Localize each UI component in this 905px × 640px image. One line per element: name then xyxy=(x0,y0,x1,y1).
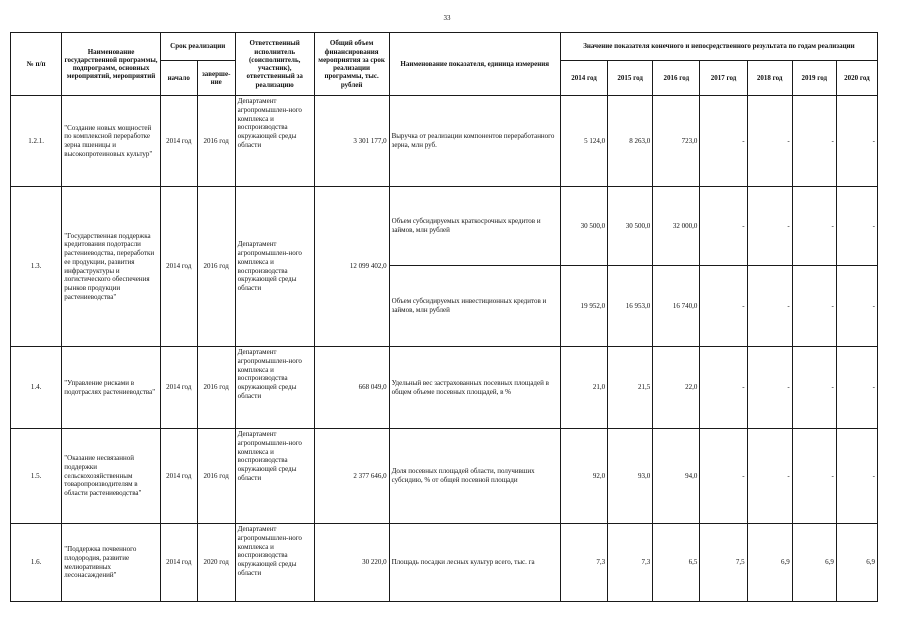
header-year: 2018 год xyxy=(747,61,792,96)
table-row xyxy=(11,429,878,524)
value-2017: - xyxy=(700,96,747,187)
value-2019: - xyxy=(792,187,836,266)
value-2020: - xyxy=(836,187,877,266)
value-2014: 21,0 xyxy=(560,347,607,429)
value-2018: - xyxy=(747,187,792,266)
row-number: 1.2.1. xyxy=(11,96,62,187)
header-year: 2019 год xyxy=(792,61,836,96)
value-2014: 19 952,0 xyxy=(560,266,607,347)
value-2015: 30 500,0 xyxy=(608,187,653,266)
header-values-group: Значение показателя конечного и непосредственного результата по годам реализации xyxy=(560,33,877,61)
value-2015: 8 263,0 xyxy=(608,96,653,187)
table-row xyxy=(11,187,878,266)
value-2016: 22,0 xyxy=(653,347,700,429)
value-2016: 32 000,0 xyxy=(653,187,700,266)
header-start: начало xyxy=(160,61,197,96)
indicator-name: Объем субсидируемых инвестиционных кредитов и займов, млн рублей xyxy=(389,266,560,347)
value-2020: - xyxy=(836,429,877,524)
start-year: 2014 год xyxy=(160,96,197,187)
value-2017: - xyxy=(700,187,747,266)
value-2014: 92,0 xyxy=(560,429,607,524)
value-2017: - xyxy=(700,429,747,524)
end-year: 2016 год xyxy=(197,96,235,187)
activity-name: "Поддержка почвенного плодородия, развитие мелиоративных лесонасаждений" xyxy=(62,524,160,602)
responsible-executor: Департамент агропромышлен-ного комплекса и воспроизводства окружающей среды области xyxy=(235,96,314,187)
header-year: 2015 год xyxy=(608,61,653,96)
indicator-name: Доля посевных площадей области, получивших субсидию, % от общей посевной площади xyxy=(389,429,560,524)
header-period: Срок реализации xyxy=(160,33,235,61)
value-2014: 7,3 xyxy=(560,524,607,602)
program-table xyxy=(10,32,878,602)
header-end: заверше-ние xyxy=(197,61,235,96)
value-2017: - xyxy=(700,347,747,429)
indicator-name: Удельный вес застрахованных посевных площадей в общем объеме посевных площадей, в % xyxy=(389,347,560,429)
responsible-executor: Департамент агропромышлен-ного комплекса и воспроизводства окружающей среды области xyxy=(235,187,314,347)
value-2018: - xyxy=(747,266,792,347)
responsible-executor: Департамент агропромышлен-ного комплекса и воспроизводства окружающей среды области xyxy=(235,347,314,429)
value-2020: - xyxy=(836,266,877,347)
start-year: 2014 год xyxy=(160,429,197,524)
table-row xyxy=(11,524,878,602)
value-2015: 21,5 xyxy=(608,347,653,429)
header-year: 2017 год xyxy=(700,61,747,96)
value-2019: - xyxy=(792,266,836,347)
value-2018: - xyxy=(747,429,792,524)
financing-amount: 3 301 177,0 xyxy=(314,96,389,187)
start-year: 2014 год xyxy=(160,524,197,602)
value-2014: 30 500,0 xyxy=(560,187,607,266)
value-2020: 6,9 xyxy=(836,524,877,602)
row-number: 1.4. xyxy=(11,347,62,429)
value-2020: - xyxy=(836,347,877,429)
value-2015: 7,3 xyxy=(608,524,653,602)
value-2017: 7,5 xyxy=(700,524,747,602)
start-year: 2014 год xyxy=(160,187,197,347)
page-number: 33 xyxy=(443,14,451,22)
row-number: 1.6. xyxy=(11,524,62,602)
indicator-name: Объем субсидируемых краткосрочных кредитов и займов, млн рублей xyxy=(389,187,560,266)
value-2019: - xyxy=(792,96,836,187)
value-2018: - xyxy=(747,347,792,429)
responsible-executor: Департамент агропромышлен-ного комплекса и воспроизводства окружающей среды области xyxy=(235,524,314,602)
activity-name: "Оказание несвязанной поддержки сельскохозяйственным товаропроизводителям в области растениеводства" xyxy=(62,429,160,524)
end-year: 2016 год xyxy=(197,187,235,347)
responsible-executor: Департамент агропромышлен-ного комплекса и воспроизводства окружающей среды области xyxy=(235,429,314,524)
header-name: Наименование государственной программы, подпрограмм, основных мероприятий, мероприятий xyxy=(62,33,160,96)
financing-amount: 2 377 646,0 xyxy=(314,429,389,524)
financing-amount: 668 049,0 xyxy=(314,347,389,429)
end-year: 2020 год xyxy=(197,524,235,602)
value-2015: 16 953,0 xyxy=(608,266,653,347)
header-indicator: Наименование показателя, единица измерения xyxy=(389,33,560,96)
value-2014: 5 124,0 xyxy=(560,96,607,187)
row-number: 1.3. xyxy=(11,187,62,347)
value-2018: - xyxy=(747,96,792,187)
value-2018: 6,9 xyxy=(747,524,792,602)
value-2016: 94,0 xyxy=(653,429,700,524)
value-2019: - xyxy=(792,347,836,429)
header-year: 2016 год xyxy=(653,61,700,96)
end-year: 2016 год xyxy=(197,429,235,524)
value-2016: 6,5 xyxy=(653,524,700,602)
end-year: 2016 год xyxy=(197,347,235,429)
value-2016: 723,0 xyxy=(653,96,700,187)
value-2016: 16 740,0 xyxy=(653,266,700,347)
indicator-name: Выручка от реализации компонентов переработанного зерна, млн руб. xyxy=(389,96,560,187)
table-header xyxy=(11,33,878,96)
row-number: 1.5. xyxy=(11,429,62,524)
value-2020: - xyxy=(836,96,877,187)
value-2017: - xyxy=(700,266,747,347)
header-financing: Общий объем финансирования мероприятия за срок реализации программы, тыс. рублей xyxy=(314,33,389,96)
financing-amount: 12 099 402,0 xyxy=(314,187,389,347)
header-executor: Ответственный исполнитель (соисполнитель, участник), ответственный за реализацию xyxy=(235,33,314,96)
financing-amount: 30 220,0 xyxy=(314,524,389,602)
value-2019: - xyxy=(792,429,836,524)
table-row xyxy=(11,347,878,429)
activity-name: "Государственная поддержка кредитования подотрасли растениеводства, переработки ее продукции, развития инфраструктуры и логистического обеспечения рынков продукции растениеводства" xyxy=(62,187,160,347)
start-year: 2014 год xyxy=(160,347,197,429)
table-row xyxy=(11,96,878,187)
activity-name: "Создание новых мощностей по комплексной переработке зерна пшеницы и высокопротеиновых культур" xyxy=(62,96,160,187)
header-num: № п/п xyxy=(11,33,62,96)
table-body xyxy=(11,96,878,602)
header-year: 2014 год xyxy=(560,61,607,96)
value-2019: 6,9 xyxy=(792,524,836,602)
activity-name: "Управление рисками в подотраслях растениеводства" xyxy=(62,347,160,429)
value-2015: 93,0 xyxy=(608,429,653,524)
indicator-name: Площадь посадки лесных культур всего, тыс. га xyxy=(389,524,560,602)
header-year: 2020 год xyxy=(836,61,877,96)
